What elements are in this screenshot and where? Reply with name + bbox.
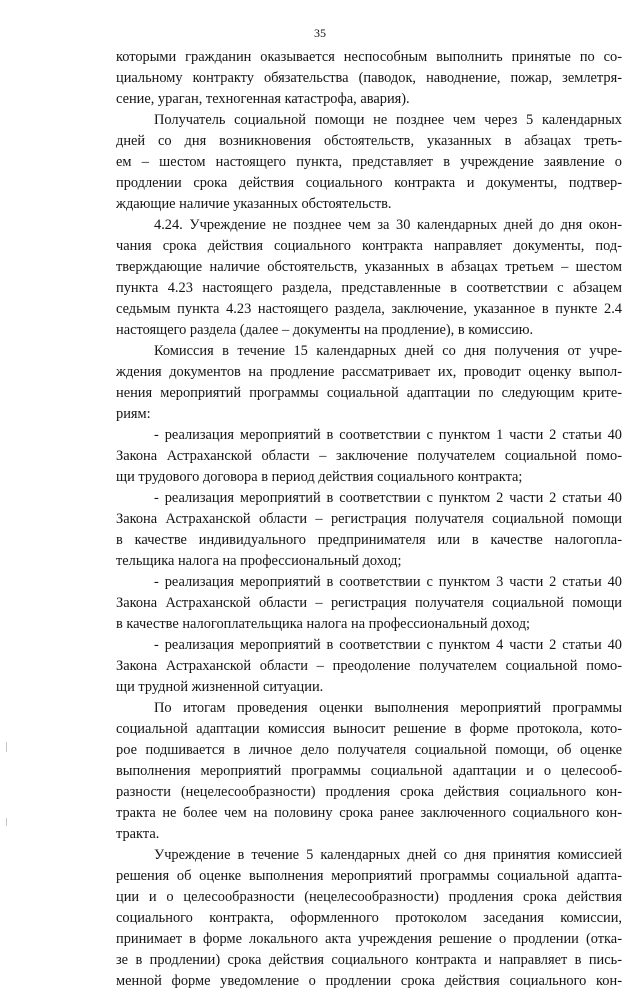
text-line: Учреждение в течение 5 календарных дней со дня принятия комиссией — [154, 847, 622, 863]
text-line: 4.24. Учреждение не позднее чем за 30 календарных дней до дня окон- — [154, 217, 622, 233]
page-number: 35 — [314, 26, 326, 40]
text-line: щи трудового договора в период действия социального контракта; — [116, 469, 523, 485]
text-line: седьмым пункта 4.23 настоящего раздела, заключение, указанное в пункте 2.4 — [116, 301, 622, 317]
text-line: продлении срока действия социального контракта и документы, подтвер- — [116, 175, 622, 191]
text-line: настоящего раздела (далее – документы на продление), в комиссию. — [116, 322, 534, 338]
text-line: чания срока действия социального контракта направляет документы, под- — [116, 238, 622, 254]
text-line: тельщика налога на профессиональный доход; — [116, 553, 402, 569]
text-line: в качестве налогоплательщика налога на профессиональный доход; — [116, 616, 531, 632]
text-line: ждения документов на продление рассматривает их, проводит оценку выпол- — [116, 364, 622, 380]
text-line: риям: — [116, 406, 151, 422]
text-line: рое подшивается в личное дело получателя социальной помощи, об оценке — [116, 742, 622, 758]
text-line: Закона Астраханской области – регистрация получателя социальной помощи — [116, 511, 622, 527]
text-line: разности (нецелесообразности) продления срока действия социального кон- — [116, 784, 622, 800]
text-line: зе в продлении) срока действия социального контракта и направляет в пись- — [116, 952, 622, 968]
text-line: выполнения мероприятий программы социальной адаптации и о целесооб- — [116, 763, 622, 779]
text-line: циальному контракту обязательства (паводок, наводнение, пожар, землетря- — [116, 70, 622, 86]
document-body — [116, 47, 622, 992]
text-line: социального контракта, оформленного протоколом заседания комиссии, — [116, 910, 622, 926]
text-line: Закона Астраханской области – регистрация получателя социальной помощи — [116, 595, 622, 611]
text-line: тракта не более чем на половину срока ранее заключенного социального кон- — [116, 805, 622, 821]
text-line: тракта. — [116, 826, 160, 842]
text-line: ем – шестом настоящего пункта, представляет в учреждение заявление о — [116, 154, 622, 170]
text-line: нения мероприятий программы социальной адаптации по следующим крите- — [116, 385, 622, 401]
text-line: решения об оценке выполнения мероприятий программы социальной адапта- — [116, 868, 622, 884]
text-line: щи трудной жизненной ситуации. — [116, 679, 324, 695]
text-line: принимает в форме локального акта учреждения решение о продлении (отка- — [116, 931, 622, 947]
text-line: Закона Астраханской области – заключение получателем социальной помо- — [116, 448, 622, 464]
text-line: менной форме уведомление о продлении срока действия социального кон- — [116, 973, 622, 989]
text-line: в качестве индивидуального предпринимателя или в качестве налогопла- — [116, 532, 622, 548]
text-line: - реализация мероприятий в соответствии с пунктом 1 части 2 статьи 40 — [154, 427, 622, 443]
scan-margin-mark — [6, 818, 7, 826]
text-line: тверждающие наличие обстоятельств, указанных в абзацах третьем – шестом — [116, 259, 622, 275]
text-line: Комиссия в течение 15 календарных дней со дня получения от учре- — [154, 343, 622, 359]
text-line: По итогам проведения оценки выполнения мероприятий программы — [154, 700, 622, 716]
text-line: дней со дня возникновения обстоятельств, указанных в абзацах треть- — [116, 133, 622, 149]
scan-margin-mark — [6, 742, 7, 752]
text-line: - реализация мероприятий в соответствии с пунктом 3 части 2 статьи 40 — [154, 574, 622, 590]
text-line: Закона Астраханской области – преодоление получателем социальной помо- — [116, 658, 622, 674]
text-line: - реализация мероприятий в соответствии с пунктом 4 части 2 статьи 40 — [154, 637, 622, 653]
text-line: которыми гражданин оказывается неспособным выполнить принятые по со- — [116, 49, 622, 65]
text-line: - реализация мероприятий в соответствии с пунктом 2 части 2 статьи 40 — [154, 490, 622, 506]
text-line: Получатель социальной помощи не позднее чем через 5 календарных — [154, 112, 622, 128]
text-line: социальной адаптации комиссия выносит решение в форме протокола, кото- — [116, 721, 622, 737]
text-line: пункта 4.23 настоящего раздела, представленные в соответствии с абзацем — [116, 280, 622, 296]
text-line: сение, ураган, техногенная катастрофа, авария). — [116, 91, 410, 107]
text-line: ждающие наличие указанных обстоятельств. — [116, 196, 392, 212]
text-line: ции и о целесообразности (нецелесообразности) продления срока действия — [116, 889, 622, 905]
